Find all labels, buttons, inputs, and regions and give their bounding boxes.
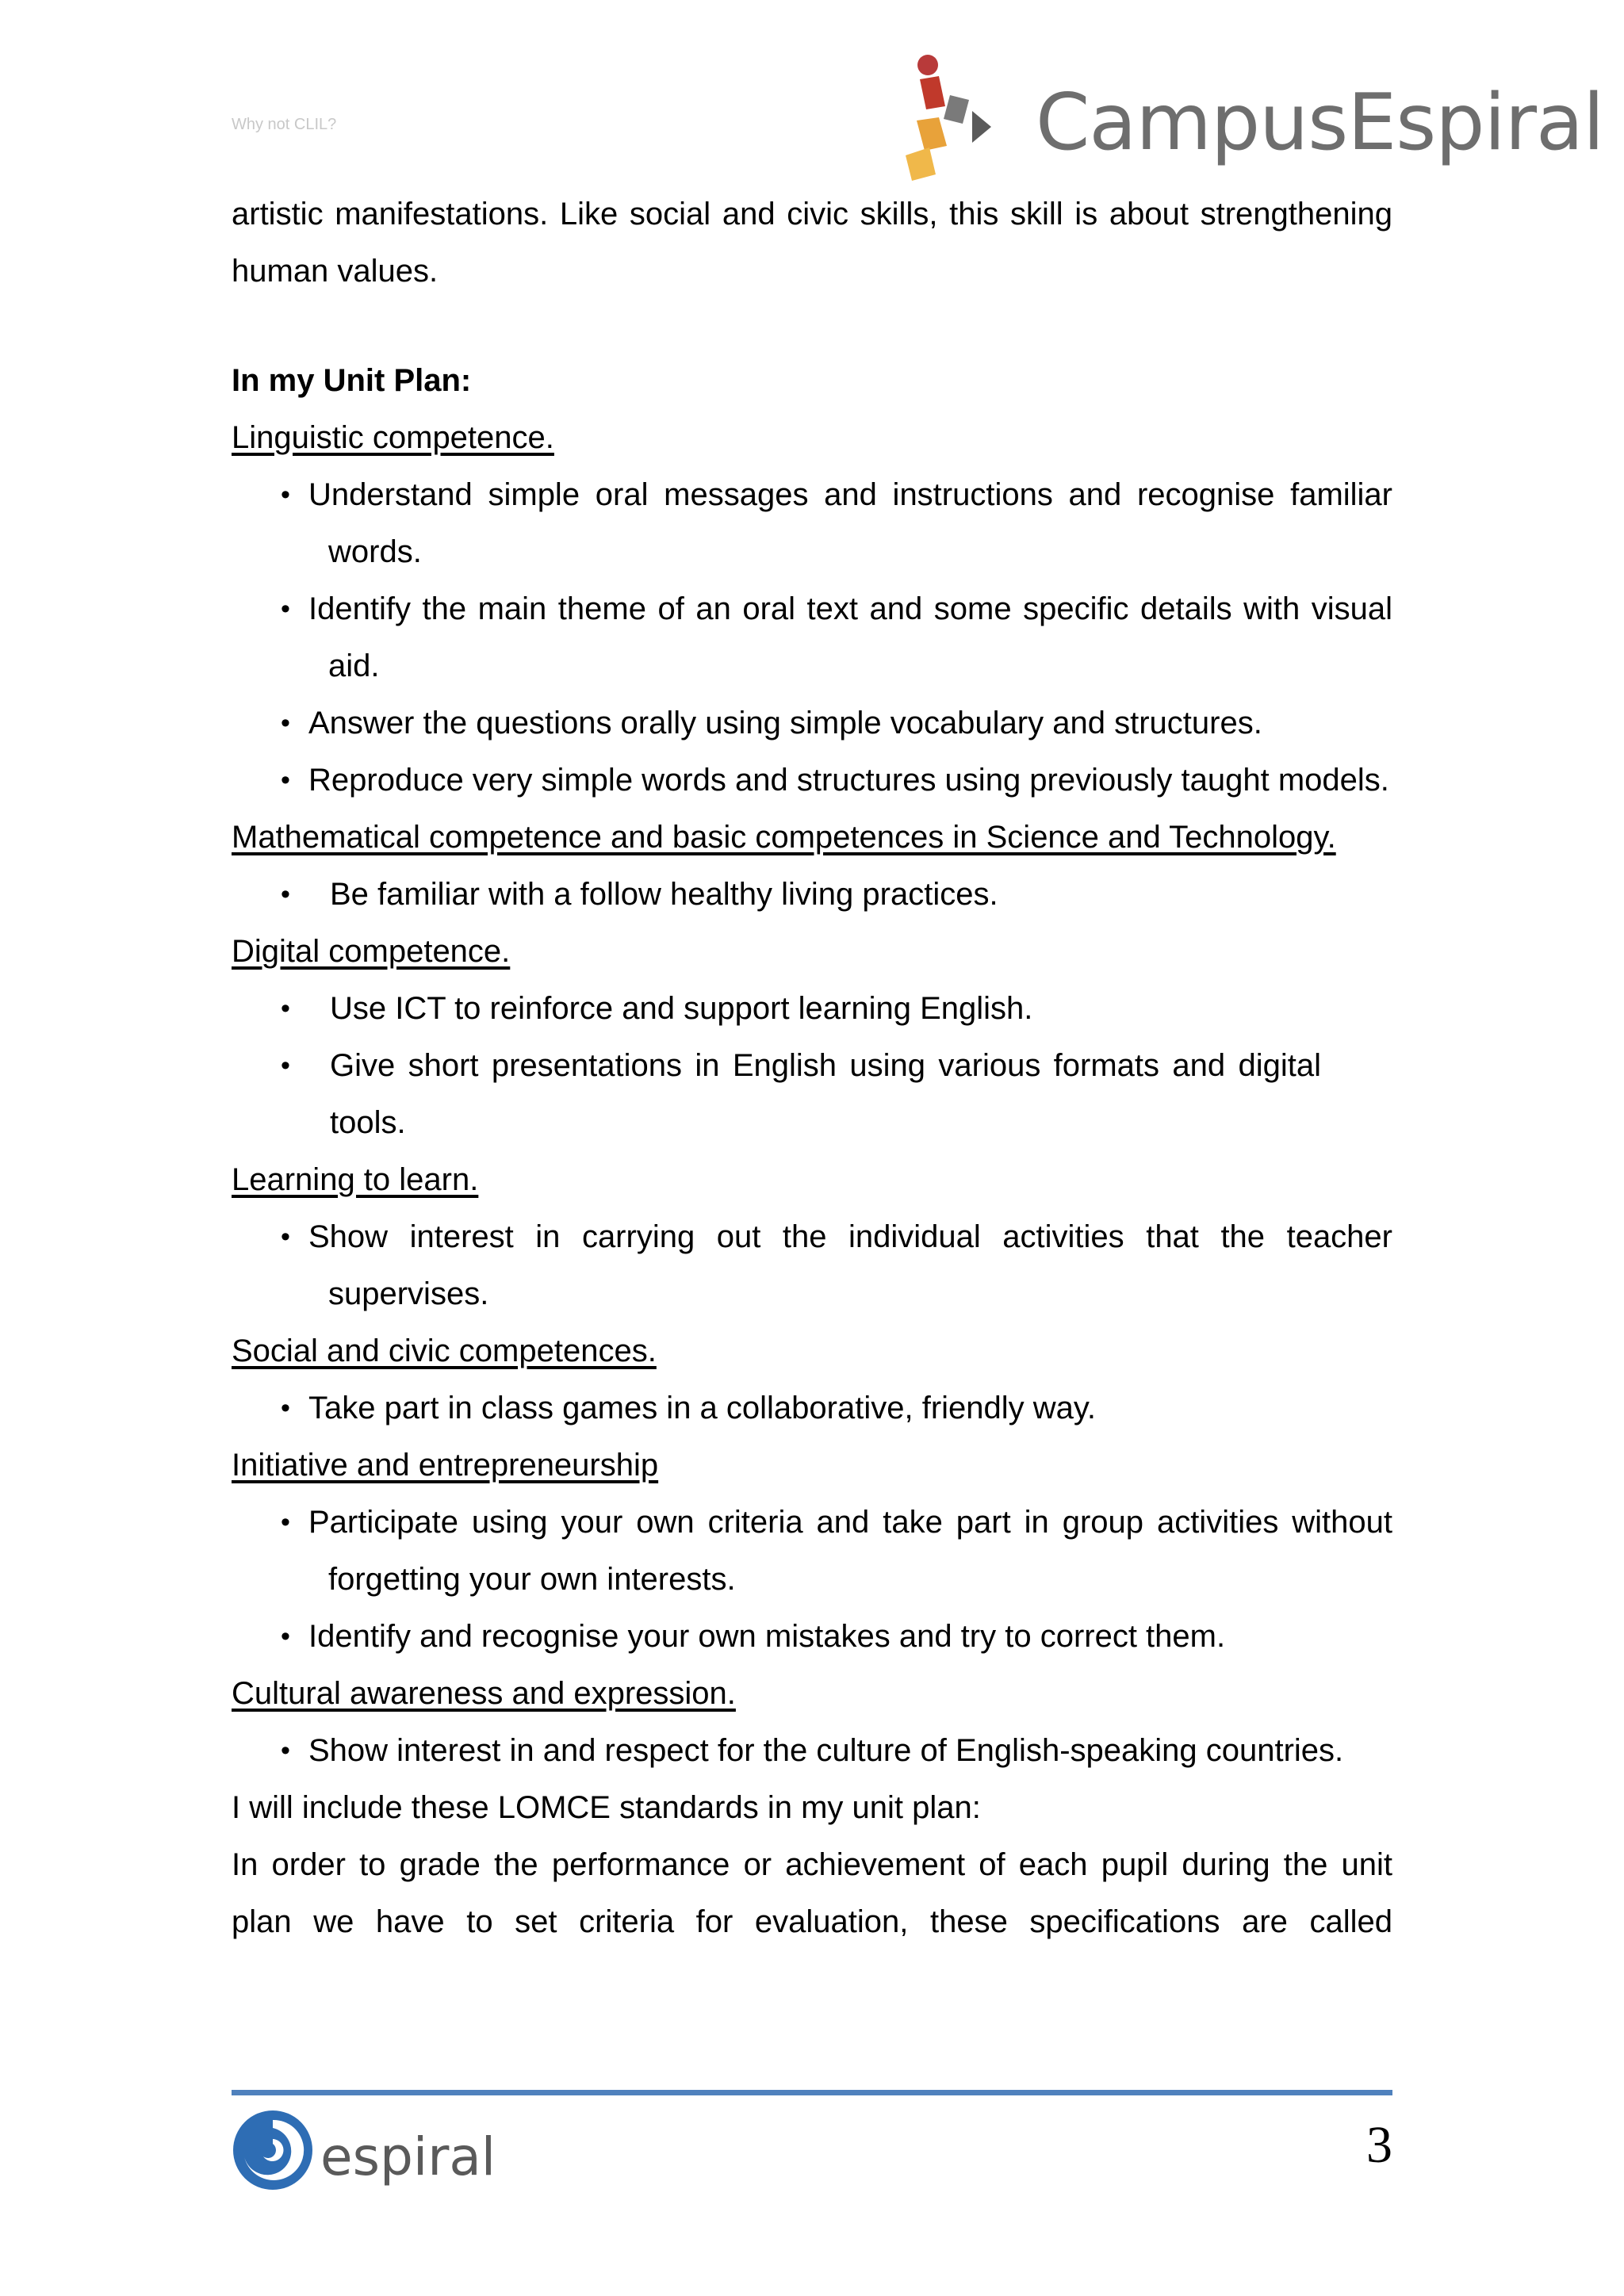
bullet-icon: • bbox=[281, 879, 290, 909]
section-title-initiative: Initiative and entrepreneurship bbox=[232, 1448, 659, 1483]
list-item: • Identify the main theme of an oral text and some specific details with visual aid. bbox=[232, 580, 1392, 695]
espiral-logo-text: espiral bbox=[320, 2126, 496, 2187]
learning-list bbox=[232, 1208, 1392, 1322]
running-head: Why not CLIL? bbox=[232, 116, 337, 133]
bullet-icon: • bbox=[281, 594, 290, 624]
list-item: • Show interest in carrying out the individual activities that the teacher supervises. bbox=[232, 1208, 1392, 1322]
bullet-icon: • bbox=[281, 1393, 290, 1423]
section-title-linguistic: Linguistic competence. bbox=[232, 420, 554, 455]
bullet-icon: • bbox=[281, 708, 290, 738]
list-item: • Answer the questions orally using simple vocabulary and structures. bbox=[232, 695, 1392, 752]
bullet-icon: • bbox=[281, 1507, 290, 1537]
initiative-list bbox=[232, 1494, 1392, 1665]
bullet-icon: • bbox=[281, 1050, 290, 1081]
list-item: • Be familiar with a follow healthy living practices. bbox=[232, 866, 1392, 923]
list-item: • Understand simple oral messages and instructions and recognise familiar words. bbox=[232, 466, 1392, 580]
unit-plan-heading: In my Unit Plan: bbox=[232, 363, 472, 398]
list-item: • Participate using your own criteria and take part in group activities without forgetting your own interests. bbox=[232, 1494, 1392, 1608]
list-item: • Use ICT to reinforce and support learning English. bbox=[232, 980, 1392, 1037]
bullet-icon: • bbox=[281, 1621, 290, 1651]
bullet-icon: • bbox=[281, 1222, 290, 1252]
espiral-logo-mark bbox=[233, 2110, 312, 2190]
digital-list bbox=[232, 980, 1392, 1151]
list-item: • Give short presentations in English using various formats and digital tools. bbox=[232, 1037, 1392, 1151]
bullet-icon: • bbox=[281, 765, 290, 795]
bullet-icon: • bbox=[281, 993, 290, 1024]
social-list bbox=[232, 1380, 1392, 1437]
linguistic-list bbox=[232, 466, 1392, 809]
list-item: • Identify and recognise your own mistakes and try to correct them. bbox=[232, 1608, 1392, 1665]
list-item: • Reproduce very simple words and structures using previously taught models. bbox=[232, 752, 1392, 809]
section-title-learning: Learning to learn. bbox=[232, 1162, 479, 1197]
footer-rule bbox=[232, 2090, 1392, 2095]
section-title-digital: Digital competence. bbox=[232, 934, 511, 969]
intro-paragraph: artistic manifestations. Like social and civic skills, this skill is about strengthening human values. bbox=[232, 197, 1392, 289]
mathematical-list bbox=[232, 866, 1392, 923]
lomce-line: I will include these LOMCE standards in my unit plan: bbox=[232, 1790, 981, 1825]
section-title-mathematical: Mathematical competence and basic competences in Science and Technology. bbox=[232, 820, 1336, 855]
campus-espiral-logo-text: CampusEspiral bbox=[1036, 78, 1604, 168]
list-item: • Take part in class games in a collaborative, friendly way. bbox=[232, 1380, 1392, 1437]
closing-paragraph: In order to grade the performance or achievement of each pupil during the unit plan we have to set criteria for evaluation, these specifications are called bbox=[232, 1847, 1392, 1939]
bullet-icon: • bbox=[281, 1735, 290, 1766]
page-number: 3 bbox=[1366, 2116, 1392, 2174]
section-title-social: Social and civic competences. bbox=[232, 1334, 657, 1368]
page-content bbox=[232, 186, 1392, 1950]
campus-espiral-logo-mark bbox=[906, 55, 991, 181]
cultural-list bbox=[232, 1722, 1392, 1779]
section-title-cultural: Cultural awareness and expression. bbox=[232, 1676, 736, 1711]
bullet-icon: • bbox=[281, 480, 290, 510]
list-item: • Show interest in and respect for the culture of English-speaking countries. bbox=[232, 1722, 1392, 1779]
